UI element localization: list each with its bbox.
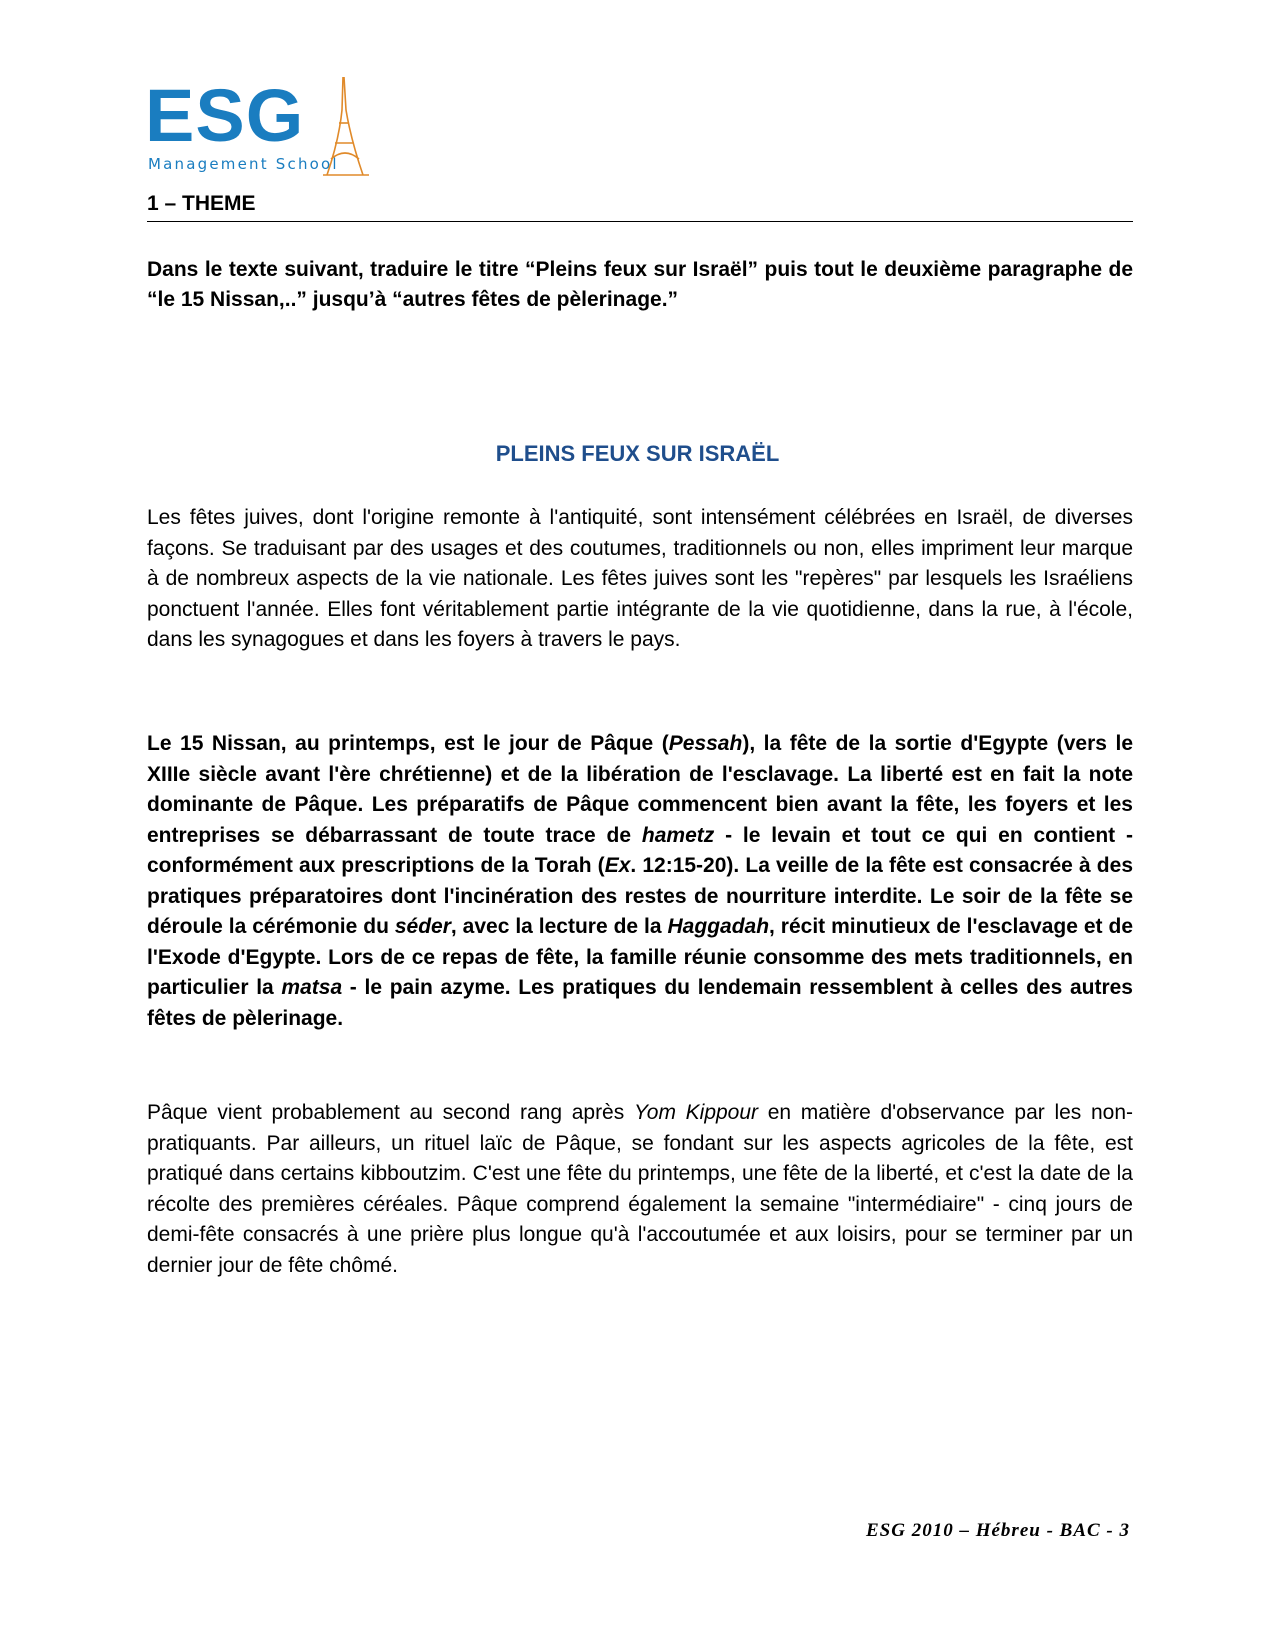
italic-term: Yom Kippour — [633, 1101, 759, 1124]
text-run: ), la fête de la sortie d'Egypte (vers le XIIIe siècle avant l'ère chrétienne) et de la libération de l'esclavage. La liberté est en fait la note dominante de Pâque. Les préparatifs de Pâque commencent bien avant la fête, les foyers et les entreprises se débarrassant de toute trace de — [147, 732, 1134, 847]
article-title: PLEINS FEUX SUR ISRAËL — [495, 441, 780, 466]
text-run: Le 15 Nissan, au printemps, est le jour de Pâque ( — [147, 732, 669, 755]
heading-rule — [147, 221, 1133, 222]
paragraph-1: Les fêtes juives, dont l'origine remonte à l'antiquité, sont intensément célébrées en Israël, de diverses façons. Se traduisant par des usages et des coutumes, traditionnels ou non, elles impriment leur marque à de nombreux aspects de la vie nationale. Les fêtes juives sont les "repères" par lesquels les Israéliens ponctuent l'année. Elles font véritablement partie intégrante de la vie quotidienne, dans la rue, à l'école, dans les synagogues et dans les foyers à travers le pays. — [147, 506, 1133, 651]
esg-logo — [145, 75, 385, 185]
text-run: Pâque vient probablement au second rang après — [147, 1101, 634, 1124]
italic-term: Pessah — [668, 732, 743, 755]
paragraph-3 — [147, 1098, 1133, 1281]
italic-term: Haggadah — [667, 915, 770, 938]
paragraph-2 — [147, 729, 1133, 1034]
logo-subtitle: Management School — [148, 155, 339, 173]
italic-term: matsa — [281, 976, 343, 999]
section-heading: 1 – THEME — [147, 192, 256, 215]
text-run: - le pain azyme. Les pratiques du lendemain ressemblent à celles des autres fêtes de pèlerinage. — [147, 976, 1133, 1030]
text-run: , avec la lecture de la — [450, 915, 668, 938]
italic-term: hametz — [641, 823, 715, 847]
text-run: - le levain et tout ce qui en contient - conformément aux prescriptions de la Torah ( — [147, 823, 1133, 877]
logo-wordmark: ESG — [145, 74, 305, 157]
text-run: , récit minutieux de l'esclavage et de l'Exode d'Egypte. Lors de ce repas de fête, la famille réunie consomme des mets traditionnels, en particulier la — [147, 915, 1133, 999]
eiffel-tower-icon — [321, 75, 371, 180]
italic-term: séder — [394, 915, 451, 938]
text-run: . 12:15-20). La veille de la fête est consacrée à des pratiques préparatoires dont l'incinération des restes de nourriture interdite. Le soir de la fête se déroule la cérémonie du — [147, 854, 1133, 938]
page-footer: ESG 2010 – Hébreu - BAC - 3 — [866, 1520, 1130, 1541]
text-run: en matière d'observance par les non-pratiquants. Par ailleurs, un rituel laïc de Pâque, se fondant sur les aspects agricoles de la fête, est pratiqué dans certains kibboutzim. C'est une fête du printemps, une fête de la liberté, et c'est la date de la récolte des premières céréales. Pâque comprend également la semaine "intermédiaire" - cinq jours de demi-fête consacrés à une prière plus longue qu'à l'accoutumée et aux loisirs, pour se terminer par un dernier jour de fête chômé. — [147, 1101, 1134, 1277]
italic-term: Ex — [604, 854, 631, 877]
instruction-text: Dans le texte suivant, traduire le titre “Pleins feux sur Israël” puis tout le deuxième paragraphe de “le 15 Nissan,..” jusqu’à “autres fêtes de pèlerinage.” — [147, 258, 1133, 311]
